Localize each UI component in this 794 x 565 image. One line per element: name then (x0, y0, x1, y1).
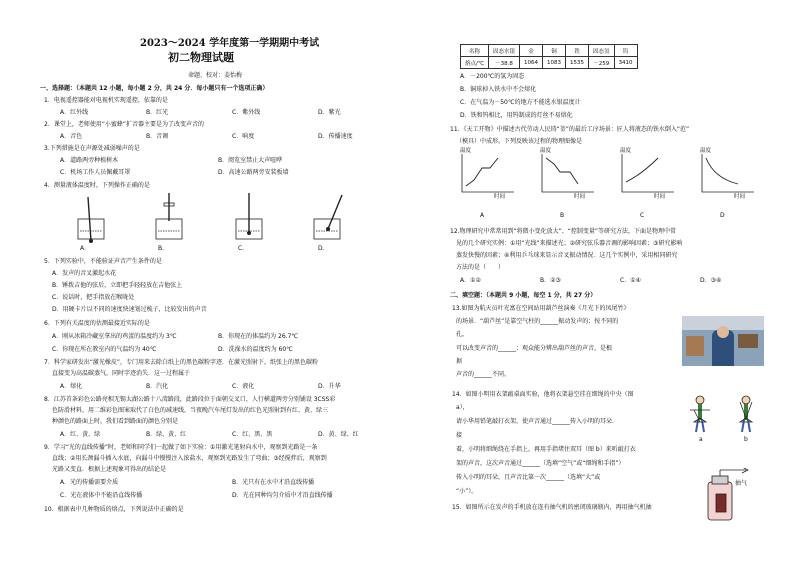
q8-option-b: B．绿、黄、红 (146, 431, 187, 438)
table-cell: 3410 (614, 57, 637, 69)
q10-option-a: A．－200℃的氢为固态 (460, 73, 525, 80)
q8-option-c: C．红、黑、黑 (232, 431, 273, 438)
q14-line7: 传入小明的耳朵，且声音比第一次______（选填“大”或 (456, 474, 601, 481)
table-cell: －38.8 (489, 57, 520, 69)
q4-label-d: D． (318, 245, 329, 252)
authors: 命题、校对：姜怡梅 (188, 72, 243, 79)
q3-option-c: C．机场工作人员佩戴耳罩 (60, 169, 131, 176)
q13-line4: 可以改变声音的______；观众能分辨出葫芦丝的声音，是根 (456, 345, 613, 352)
q9-option-c: C．光在液体中不能沿直线传播 (60, 492, 143, 499)
table-header-cell: 钨 (614, 45, 637, 57)
q12-stem-line4: 方法的是（ ） (456, 264, 505, 271)
q9-option-b: B．光只有在水中才沿直线传播 (232, 479, 315, 486)
table-header-cell: 铁 (566, 45, 589, 57)
q9-option-d: D．光在同种均匀介质中才沿直线传播 (232, 492, 333, 499)
table-header-row (461, 45, 638, 57)
q7-option-b: B．汽化 (146, 383, 169, 390)
q12-option-b: B．②③ (540, 277, 561, 284)
table-header-cell: 名称 (461, 45, 489, 57)
vacuum-jar-figure (702, 468, 762, 528)
q12-option-a: A．①② (460, 277, 481, 284)
q5-option-c: C．说话时，把手指放在喉咙处 (52, 294, 135, 301)
q12-stem-line1: 12.物理研究中常常用到“将微小变化放大”、“控制变量”等研究方法，下面是物理中常 (450, 228, 676, 235)
graph-y-label: 温度 (620, 148, 632, 154)
graph-curve (466, 158, 498, 186)
graph-axes (702, 154, 754, 192)
table-cell: 1083 (543, 57, 566, 69)
q1-option-a: A．红外线 (60, 109, 89, 116)
q8-option-a: A．红、黄、绿 (60, 431, 101, 438)
exam-subtitle: 初二物理试题 (168, 51, 234, 64)
table-cell: 熔点/℃ (461, 57, 489, 69)
section1-heading: 一、选择题：（本题共 12 小题，每小题 2 分，共 24 分．每小题只有一个选项正确） (40, 85, 269, 92)
q14-line3: 请小华用铅笔敲打衣架，使声音通过______传入小明的耳朵． (456, 418, 619, 425)
q2-option-d: D．传播速度 (318, 133, 353, 140)
pump-label: 抽气 (735, 480, 748, 487)
q6-option-b: B．你现在的体温约为 26.7℃ (218, 333, 299, 340)
q2-option-b: B．音调 (146, 133, 169, 140)
q4-stem: 4．测量液体温度时，下列操作正确的是 (44, 182, 150, 189)
q3-option-b: B．阅览室禁止大声喧哗 (218, 157, 283, 164)
graph-x-label: 时间 (574, 194, 586, 200)
q14-line1: 14．如图小明用衣架敲桌面实验，他将衣架悬空挂在细绳的中央（图 (452, 391, 634, 398)
q5-option-b: B．锤拨吉他的弦后，立即把手轻轻放在吉他弦上 (52, 282, 183, 289)
q12-option-d: D．③④ (700, 277, 722, 284)
q14-line4: 接 (456, 432, 463, 439)
section2-heading: 二、填空题：（本题共 9 小题，每空 1 分，共 27 分） (450, 292, 597, 299)
table-cell: 1064 (520, 57, 543, 69)
graph-axes (462, 154, 514, 192)
q13-line3: 孔， (456, 331, 469, 338)
q9-stem-line2: 直线；②用长颈漏斗插入水底，向漏斗中慢慢注入浓盐水，观察到光路发生了弯曲；③经搅拌后，观察到 (52, 455, 327, 462)
graph-curve (706, 158, 738, 184)
graph-b (538, 152, 598, 200)
table-header-cell: 固态水银 (489, 45, 520, 57)
graph-a (458, 152, 518, 200)
graph-x-label: 时间 (734, 194, 746, 200)
q10-option-d: D．铁和钨相比，用钨制成的灯丝不易熔化 (460, 112, 573, 119)
q7-option-d: D．升华 (318, 383, 341, 390)
graph-y-label: 温度 (460, 148, 472, 154)
thermometer-figures (70, 193, 350, 245)
q7-option-c: C．液化 (232, 383, 255, 390)
q2-option-a: A．音色 (60, 133, 83, 140)
graph-x-label: 时间 (494, 194, 506, 200)
graph-axes (542, 154, 594, 192)
graph-option-label: A (480, 212, 485, 219)
melting-point-table (460, 44, 638, 69)
q7-stem-line1: 7．科学家研发出“激光橡皮”，专门用来去除白纸上的黑色碳粉字迹．在激光照射下，纸张上的黑色碳粉 (44, 359, 319, 366)
graph-y-label: 温度 (540, 148, 552, 154)
q10-stem: 10．根据表中几种物质的熔点，下列说法中正确的是 (44, 506, 184, 513)
q7-stem-line2: 直接变为高温碳蒸气，同时字迹消失．这一过程属于 (52, 370, 191, 377)
q9-stem-line3: 光路又变直．根据上述现象可得出的结论是 (52, 466, 167, 473)
table-cell: 1535 (566, 57, 589, 69)
q6-option-d: D．洗澡水的温度约为 60℃ (218, 346, 293, 353)
q4-label-c: C． (238, 245, 249, 252)
graph-option-label: C (640, 212, 645, 219)
q7-option-a: A．熔化 (60, 383, 83, 390)
q14-line8: “小”）。 (456, 488, 478, 495)
q8-option-d: D．黄、绿、红 (318, 431, 359, 438)
graph-option-label: D (720, 212, 725, 219)
hanger-experiment-figure (680, 392, 770, 442)
q1-option-d: D．紫光 (318, 109, 341, 116)
figure-b-label: b (744, 436, 748, 443)
table-header-cell: 金 (520, 45, 543, 57)
table-cell: －259 (589, 57, 615, 69)
q11-stem-line1: 11．《天工开物》中描述古代劳动人民铸“釜”的最后工序场景：匠人将液态的铁水倒入“范” (450, 126, 690, 133)
q5-stem: 5．下列实验中，不能验证声音产生条件的是 (44, 258, 162, 265)
astronaut-photo (682, 316, 764, 366)
q5-option-d: D．用硬卡片以不同的速度快速划过梳子，比较发出的声音 (52, 306, 207, 313)
q6-stem: 6．下列有关温度的估测最接近实际的是 (44, 320, 150, 327)
q3-option-a: A．道路两旁种植树木 (60, 157, 119, 164)
q12-option-c: C．①④ (620, 277, 641, 284)
q8-stem-line2: 色防滑材料，用二维彩色图案取代了白色的减速线，当夜晚汽车尾灯发出的红色光照射到有红、黄、绿三 (52, 407, 329, 414)
graph-x-label: 时间 (654, 194, 666, 200)
q4-label-a: A． (80, 245, 91, 252)
q9-stem-line1: 9．学习“光的直线传播”时，老师和同学们一起做了如下实验：①用激光笔射向水中，观察到光路是一条 (44, 444, 318, 451)
q8-stem-line1: 8．江苏首条彩色公路亮相无锡太湖公路十八湾路段，此路段位于面朝交叉口，人行横道两旁分别铺设 3CSS彩 (44, 396, 336, 403)
q12-stem-line2: 见的几个研究实例：①用“光线”来描述光；②研究弦乐器音调的影响因素；③研究影响 (456, 240, 683, 247)
q11-stem-line2: （模具）中成形。下列反映该过程的物理图像是 (456, 138, 583, 145)
q10-option-b: B．铜球掉入铁水中不会熔化 (460, 86, 537, 93)
q10-option-c: C．在气温为－50℃的地方不能选水银温度计 (460, 99, 581, 106)
graph-c (618, 152, 678, 200)
table-row (461, 57, 638, 69)
graph-curve (626, 158, 658, 182)
graph-option-label: B (560, 212, 565, 219)
q3-option-d: D．高速公路两旁安装板墙 (218, 169, 289, 176)
q1-option-c: C．紫外线 (232, 109, 261, 116)
q3-stem: 3.下列措施是在声源处减弱噪声的是 (44, 145, 140, 152)
graph-d (698, 152, 758, 200)
graph-axes (622, 154, 674, 192)
q4-label-b: B． (158, 245, 169, 252)
q13-line5: 据 (456, 358, 463, 365)
q5-option-a: A．发声的音叉激起水花 (52, 270, 117, 277)
graph-y-label: 温度 (700, 148, 712, 154)
q6-option-a: A．刚从冰箱冷藏室拿出的鸡蛋的温度约为 3℃ (52, 333, 177, 340)
q14-line2: a）， (456, 404, 469, 411)
q2-stem: 2．课堂上，老师使用“小蜜蜂”扩音器主要是为了改变声音的 (44, 121, 205, 128)
q14-line6: 架的声音，这次声音通过______（选填“空气”或“细绳和手指”） (456, 460, 625, 467)
q13-line1: 13.如图为航天员叶光富在空间站用葫芦丝演奏《月光下的凤尾竹》 (452, 305, 630, 312)
q1-option-b: B．红光 (146, 109, 169, 116)
q14-line5: 着，小明将细绳绕在手指上，再用手指堵住双耳（图 b）来听敲打衣 (456, 446, 636, 453)
q6-option-c: C．你现在所在教室内的气温约为 40℃ (52, 346, 157, 353)
q8-stem-line3: 种颜色的路面上时，我们看到路面的颜色分别是 (52, 418, 179, 425)
table-header-cell: 铜 (543, 45, 566, 57)
q13-line6: 声音的______不同。 (456, 371, 511, 378)
figure-a-label: a (699, 436, 703, 443)
q12-stem-line3: 蒸发快慢的因素；④利用乒乓球来显示音叉振动情况．这几个实例中，采用相同研究 (456, 252, 678, 259)
q15-line1: 15．如图所示在发声的手机放在连有抽气机的密闭玻璃瓶内，再用抽气机抽 (452, 504, 652, 511)
q1-stem: 1．电视遥控器能对电视机实现遥控，依靠的是 (44, 97, 168, 104)
table-header-cell: 固态氢 (589, 45, 615, 57)
graph-curve (546, 158, 578, 184)
exam-title: 2023～2024 学年度第一学期期中考试 (140, 38, 320, 49)
q13-line2: 的场景．“葫芦丝”是靠空气柱的______振动发声的；按不同的 (456, 318, 619, 325)
q2-option-c: C．响度 (232, 133, 255, 140)
q9-option-a: A．光的传播需要介质 (60, 479, 119, 486)
